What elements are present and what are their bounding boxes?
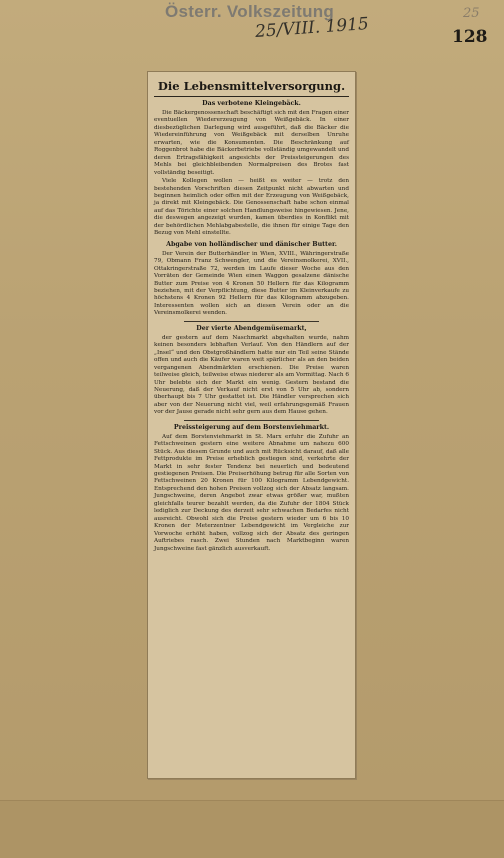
section-heading: Der vierte Abendgemüsemarkt, — [196, 324, 307, 332]
handwritten-date: 25/VIII. 1915 — [254, 14, 370, 42]
paragraph: Die Bäckergenossenschaft beschäftigt sich mit den Fragen einer eventuellen Wiedererzeugung von Weißgebäck. In einer diesbezüglichen Darlegung wird ausgeführt, daß die Bäcker die Wiedereinführung von Weißgebäck mit derselben Unruhe erwarten, wie die Konsumenten. Die Beschränkung auf Roggenbrot habe die Bäckerbetriebe vollständig umgewandelt und deren Ertragsfähigkeit angesichts der Preissteigerungen des Mehls bei gleichbleibenden Normalpreisen des Brotes fast vollständig beseitigt. — [154, 110, 349, 176]
article-title: Die Lebensmittelversorgung. — [154, 79, 349, 97]
paragraph: Auf dem Borstenviehmarkt in St. Marx erfuhr die Zufuhr an Fettschweinen gestern eine weitere Abnahme um nahezu 600 Stück. Aus diesem Grunde und auch mit Rücksicht darauf, daß alle Fettprodukte im Preise erheblich gestiegen sind, verkehrte der Markt in sehr fester Tendenz bei neuerlich und bedeutend gestiegenen Preisen. Die Preiserhöhung betrug für alle Sorten von Fettschweinen 20 Kronen für 100 Kilogramm Lebendgewicht. Entsprechend den hohen Preisen vollzog sich der Absatz langsam. Jungschweine, deren Angebot zwar etwas größer war, mußten gleichfalls teurer bezahlt werden, da die Zufuhr der 1804 Stück lediglich zur Deckung des derzeit sehr schwachen Bedarfes nicht ausreicht. Obwohl sich die Preise gestern wieder um 6 bis 10 Kronen der Meterzentner Lebendgewicht im Vergleiche zur Vorwoche erhöht haben, vollzog sich der Absatz des geringen Auftriebes rasch. Zwei Stunden nach Marktbeginn waren Jungschweine fast gänzlich ausverkauft. — [154, 433, 349, 552]
section-heading: Abgabe von holländischer und dänischer Butter. — [166, 240, 337, 248]
paragraph: der gestern auf dem Naschmarkt abgehalten wurde, nahm keinen besonders lebhaften Verlauf. Von den Händlern auf der „Insel“ und den Obstgroßhändlern hatte nur ein Teil seine Stände offen und auch die Käufer waren weit spärlicher als an den beiden vergangenen Abendmärkten erschienen. Die Preise waren teilweise gleich, teilweise etwas niederer als am Vormittag. Nach 6 Uhr belebte sich der Markt ein wenig. Gestern bestand die Neuerung, daß der Verkauf nicht erst von 5 Uhr ab, sondern überhaupt bis 7 Uhr gestattet ist. Die Händler versprechen sich aber von der Neuerung nicht viel, weil erfahrungsgemäß Frauen vor der Jause gerade nicht sehr gern aus dem Hause gehen. — [154, 334, 349, 416]
divider — [184, 321, 319, 322]
sheet-lower-fold — [0, 800, 504, 858]
section-kleingebaeck — [154, 100, 349, 238]
section-borstenviehmarkt — [154, 424, 349, 553]
section-butter — [154, 241, 349, 318]
handwritten-number: 25 — [463, 6, 480, 21]
publication-stamp: Österr. Volkszeitung — [165, 2, 335, 21]
divider — [184, 420, 319, 421]
section-heading: Das verbotene Kleingebäck. — [202, 100, 301, 107]
newspaper-clipping — [147, 71, 356, 779]
paragraph: Der Verein der Butterhändler in Wien, XVIII., Währingerstraße 79, Obmann Franz Schwengler, und die Vereinsmolkerei, XVII., Ottakringerstraße 72, werden im Laufe dieser Woche aus den Vorräten der Gemeinde Wien einen Waggon gesalzene dänische Butter zum Preise von 4 Kronen 50 Hellern für das Kilogramm beziehen, mit der Verpflichtung, diese Butter im Kleinverkaufe zu höchstens 4 Kronen 92 Hellern für das Kilogramm abzugeben. Interessenten wollen sich an diesen Verein oder an die Vereinsmolkerei wenden. — [154, 250, 349, 317]
paragraph: Viele Kollegen wollen — heißt es weiter — trotz den bestehenden Vorschriften diesen Zeitpunkt nicht abwarten und beginnen heimlich oder offen mit der Erzeugung von Weißgebäck, ja direkt mit Kleingebäck. Die Genossenschaft habe schon einmal auf das Törichte einer solchen Handlungsweise hingewiesen. Jene, die deswegen angezeigt wurden, kamen überdies in Konflikt mit der behördlichen Mehlabgabestelle, die ihnen für einige Tage den Bezug von Mehl einstellte. — [154, 178, 349, 237]
page-number: 128 — [452, 27, 488, 47]
section-heading: Preissteigerung auf dem Borstenviehmarkt. — [173, 423, 330, 431]
section-abendgemuesemarkt — [154, 325, 349, 417]
